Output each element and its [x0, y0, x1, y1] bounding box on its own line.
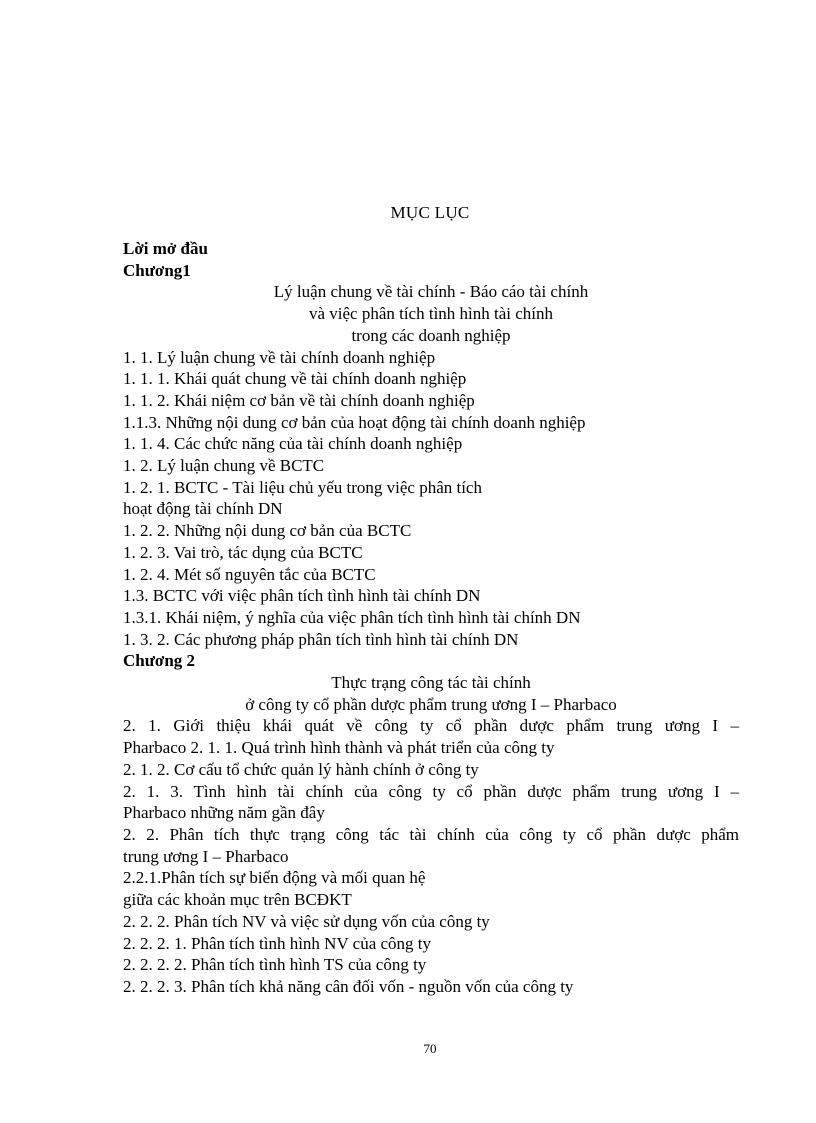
toc-entry: 1. 2. 4. Mét số nguyên tắc của BCTC — [123, 564, 376, 584]
toc-chapter-1-title-line-3: trong các doanh nghiệp — [351, 325, 511, 345]
toc-entry: 2. 2. 2. 2. Phân tích tình hình TS của công ty — [123, 955, 427, 975]
toc-entry: 1. 3. 2. Các phương pháp phân tích tình hình tài chính DN — [123, 629, 519, 649]
toc-chapter-2-title-line-2: ở công ty cổ phần dược phẩm trung ương I – Pharbaco — [245, 694, 617, 714]
page-number: 70 — [423, 1041, 437, 1056]
toc-entry: 1.1.3. Những nội dung cơ bản của hoạt động tài chính doanh nghiệp — [123, 412, 586, 432]
toc-entry: trung ương I – Pharbaco — [123, 846, 289, 866]
toc-entry: 1.3. BCTC với việc phân tích tình hình tài chính DN — [123, 586, 481, 606]
toc-entry: 1. 2. 3. Vai trò, tác dụng của BCTC — [123, 542, 363, 562]
toc-entry: 2. 1. Giới thiệu khái quát về công ty cổ phần dược phẩm trung ương I – — [123, 716, 739, 736]
toc-entry: 2. 2. Phân tích thực trạng công tác tài chính của công ty cổ phần dược phẩm — [123, 824, 739, 844]
toc-chapter-1-title-line-2: và việc phân tích tình hình tài chính — [308, 304, 554, 324]
toc-entry: 1. 1. 4. Các chức năng của tài chính doanh nghiệp — [123, 434, 463, 454]
toc-entry: 1.3.1. Khái niệm, ý nghĩa của việc phân tích tình hình tài chính DN — [123, 607, 581, 627]
toc-entry: 2. 2. 2. 3. Phân tích khả năng cân đối vốn - nguồn vốn của công ty — [123, 976, 574, 996]
toc-entry: 1. 1. 1. Khái quát chung về tài chính doanh nghiệp — [123, 369, 467, 389]
toc-entry: hoạt động tài chính DN — [123, 499, 283, 519]
toc-entry: giữa các khoản mục trên BCĐKT — [123, 890, 352, 910]
toc-entry: 2. 1. 3. Tình hình tài chính của công ty cổ phần dược phẩm trung ương I – — [123, 781, 739, 801]
toc-chapter-1-heading: Chương1 — [123, 260, 191, 280]
toc-entry: 2. 2. 2. 1. Phân tích tình hình NV của công ty — [123, 933, 432, 953]
toc-entry: Pharbaco 2. 1. 1. Quá trình hình thành và phát triển của công ty — [123, 738, 555, 758]
toc-chapter-2-heading: Chương 2 — [123, 651, 196, 671]
toc-entry: 1. 2. Lý luận chung về BCTC — [123, 456, 325, 476]
toc-entry: 2. 2. 2. Phân tích NV và việc sử dụng vốn của công ty — [123, 911, 490, 931]
table-of-contents — [123, 238, 739, 998]
toc-entry: 2. 1. 2. Cơ cấu tổ chức quản lý hành chính ở công ty — [123, 759, 479, 779]
toc-entry: 2.2.1.Phân tích sự biến động và mối quan hệ — [123, 868, 426, 888]
toc-entry: 1. 2. 1. BCTC - Tài liệu chủ yếu trong việc phân tích — [123, 477, 482, 497]
page-title: MỤC LỤC — [390, 203, 470, 222]
toc-chapter-2-title-line-1: Thực trạng công tác tài chính — [331, 673, 531, 693]
toc-intro: Lời mở đầu — [123, 239, 208, 258]
toc-entry: Pharbaco những năm gần đây — [123, 803, 325, 823]
toc-entry: 1. 2. 2. Những nội dung cơ bản của BCTC — [123, 521, 412, 541]
toc-entry: 1. 1. 2. Khái niệm cơ bản về tài chính doanh nghiệp — [123, 390, 475, 410]
toc-entry: 1. 1. Lý luận chung về tài chính doanh nghiệp — [123, 347, 436, 367]
toc-chapter-1-title-line-1: Lý luận chung về tài chính - Báo cáo tài chính — [273, 282, 589, 302]
